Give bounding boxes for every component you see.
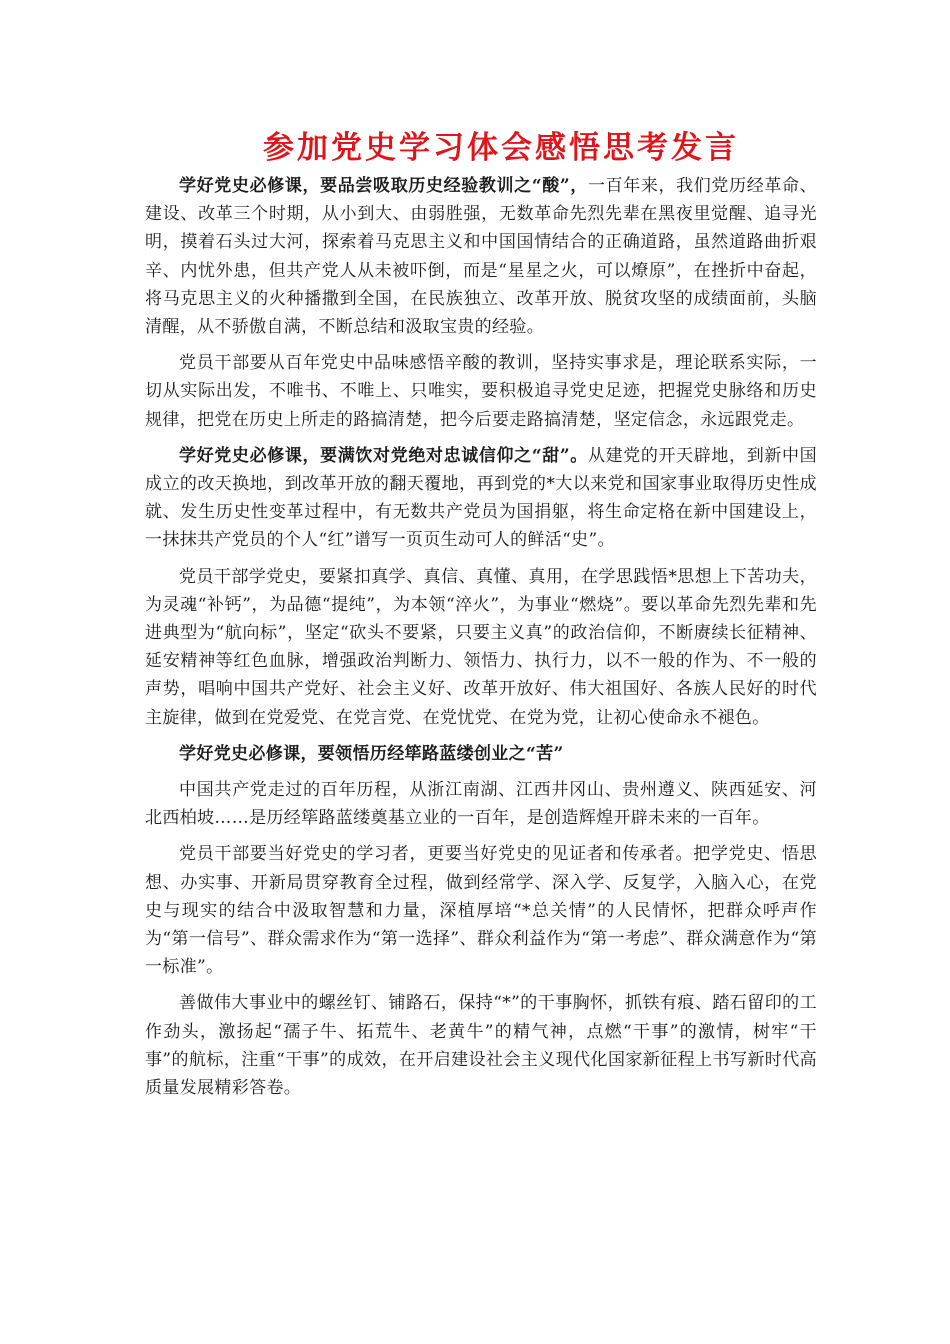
paragraph-4: 党员干部学党史，要紧扣真学、真信、真懂、真用，在学思践悟*思想上下苦功夫，为灵魂“补钙”，为品德“提纯”，为本领“淬火”，为事业“燃烧”。要以革命先烈先辈和先进典型为“航向标”，坚定“砍头不要紧，只要主义真”的政治信仰，不断赓续长征精神、延安精神等红色血脉，增强政治判断力、领悟力、执行力，以不一般的作为、不一般的声势，唱响中国共产党好、社会主义好、改革开放好、伟大祖国好、各族人民好的时代主旋律，做到在党爱党、在党言党、在党忧党、在党为党，让初心使命永不褪色。 — [145, 566, 817, 728]
paragraph-5: 中国共产党走过的百年历程，从浙江南湖、江西井冈山、贵州遵义、陕西延安、河北西柏坡……是历经筚路蓝缕奠基立业的一百年，是创造辉煌开辟未来的一百年。 — [145, 780, 817, 829]
paragraph-6: 党员干部要当好党史的学习者，更要当好党史的见证者和传承者。把学党史、悟思想、办实事、开新局贯穿教育全过程，做到经常学、深入学、反复学，入脑入心，在党史与现实的结合中汲取智慧和力量，深植厚培“*总关情”的人民情怀，把群众呼声作为“第一信号”、群众需求作为“第一选择”、群众利益作为“第一考虑”、群众满意作为“第一标准”。 — [145, 844, 817, 978]
paragraph-1 — [145, 172, 817, 341]
document-page — [145, 128, 817, 1110]
paragraph-3 — [145, 442, 817, 555]
paragraph-1-text: 一百年来，我们党历经革命、建设、改革三个时期，从小到大、由弱胜强，无数革命先烈先辈在黑夜里觉醒、追寻光明，摸着石头过大河，探索着马克思主义和中国国情结合的正确道路，虽然道路曲折艰辛、内忧外患，但共产党人从未被吓倒，而是“星星之火，可以燎原”，在挫折中奋起，将马克思主义的火种播撒到全国，在民族独立、改革开放、脱贫攻坚的成绩面前，头脑清醒，从不骄傲自满，不断总结和汲取宝贵的经验。 — [145, 176, 817, 338]
paragraph-7: 善做伟大事业中的螺丝钉、铺路石，保持“*”的干事胸怀，抓铁有痕、踏石留印的工作劲头，激扬起“孺子牛、拓荒牛、老黄牛”的精气神，点燃“干事”的激情，树牢“干事”的航标，注重“干事”的成效，在开启建设社会主义现代化国家新征程上书写新时代高质量发展精彩答卷。 — [145, 993, 817, 1099]
document-title: 参加党史学习体会感悟思考发言 — [263, 130, 739, 166]
paragraph-2: 党员干部要从百年党史中品味感悟辛酸的教训，坚持实事求是，理论联系实际，一切从实际出发，不唯书、不唯上、只唯实，要积极追寻党史足迹，把握党史脉络和历史规律，把党在历史上所走的路搞清楚，把今后要走路搞清楚，坚定信念，永远跟党走。 — [145, 353, 817, 430]
paragraph-1-lead: 学好党史必修课，要品尝吸取历史经验教训之“酸”， — [179, 176, 588, 196]
paragraph-3-text: 从建党的开天辟地，到新中国成立的改天换地，到改革开放的翻天覆地，再到党的*大以来党和国家事业取得历史性成就、发生历史性变革过程中，有无数共产党员为国捐躯，将生命定格在新中国建设上，一抹抹共产党员的个人“红”谱写一页页生动可人的鲜活“史”。 — [145, 445, 817, 551]
paragraph-3-lead: 学好党史必修课，要满饮对党绝对忠诚信仰之“甜”。 — [179, 445, 588, 466]
section-heading: 学好党史必修课，要领悟历经筚路蓝缕创业之“苦” — [179, 743, 564, 764]
